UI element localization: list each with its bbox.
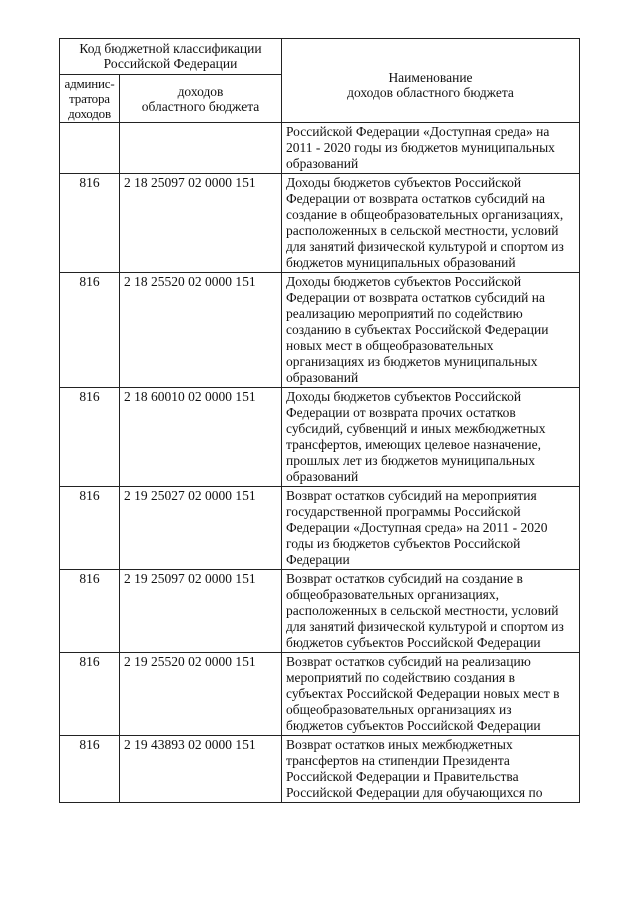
- header-admin-line-1: админис-: [64, 76, 115, 91]
- income-name-line: Российской Федерации «Доступная среда» на: [286, 124, 550, 139]
- table-row: [60, 653, 580, 736]
- income-name-line: трансфертов, имеющих целевое назначение,: [286, 437, 542, 452]
- header-name-line-1: Наименование: [388, 70, 473, 85]
- table-row: [60, 174, 580, 273]
- income-name-line: Федерации «Доступная среда» на 2011 - 2020: [286, 520, 548, 535]
- income-code-cell: 2 19 25027 02 0000 151: [120, 487, 282, 570]
- income-name-line: Российской Федерации для обучающихся по: [286, 785, 543, 800]
- income-name-line: Возврат остатков субсидий на мероприятия: [286, 488, 537, 503]
- administrator-code-cell: 816: [60, 388, 120, 487]
- income-name-line: созданию в субъектах Российской Федерации: [286, 322, 549, 337]
- header-income-line-2: областного бюджета: [141, 98, 260, 114]
- income-name-line: общеобразовательных организациях,: [286, 587, 500, 602]
- income-name-line: расположенных в сельской местности, условий: [286, 223, 559, 238]
- administrator-code-cell: 816: [60, 487, 120, 570]
- income-name-cell: [282, 174, 580, 273]
- income-name-line: Доходы бюджетов субъектов Российской: [286, 175, 522, 190]
- income-name-cell: [282, 273, 580, 388]
- income-code-cell: [120, 123, 282, 174]
- income-name-cell: [282, 123, 580, 174]
- header-code-line-1: Код бюджетной классификации: [79, 41, 262, 56]
- income-name-line: новых мест в общеобразовательных: [286, 338, 494, 353]
- header-admin-line-2: тратора: [69, 91, 110, 106]
- administrator-code-cell: 816: [60, 273, 120, 388]
- header-income-name: [282, 39, 580, 123]
- income-name-line: Возврат остатков субсидий на реализацию: [286, 654, 531, 669]
- income-code-cell: 2 19 25097 02 0000 151: [120, 570, 282, 653]
- header-name-line-2: доходов областного бюджета: [347, 85, 514, 100]
- income-name-line: государственной программы Российской: [286, 504, 521, 519]
- income-name-line: Федерации от возврата остатков субсидий на: [286, 290, 545, 305]
- income-name-line: Федерации от возврата прочих остатков: [286, 405, 516, 420]
- table-row: [60, 273, 580, 388]
- income-name-line: Возврат остатков субсидий на создание в: [286, 571, 523, 586]
- income-name-line: общеобразовательных организациях из: [286, 702, 512, 717]
- income-name-line: образований: [286, 469, 359, 484]
- income-name-line: создание в общеобразовательных организациях,: [286, 207, 564, 222]
- header-income-administrator: [60, 75, 120, 123]
- table-header: [60, 39, 580, 123]
- income-name-cell: [282, 570, 580, 653]
- header-regional-budget-income: [120, 75, 282, 123]
- income-name-line: для занятий физической культурой и спортом из: [286, 619, 564, 634]
- income-name-line: годы из бюджетов субъектов Российской: [286, 536, 521, 551]
- administrator-code-cell: 816: [60, 570, 120, 653]
- income-code-cell: 2 18 25520 02 0000 151: [120, 273, 282, 388]
- income-name-line: Доходы бюджетов субъектов Российской: [286, 274, 522, 289]
- table-row: [60, 487, 580, 570]
- income-name-line: расположенных в сельской местности, условий: [286, 603, 559, 618]
- income-name-cell: [282, 487, 580, 570]
- budget-income-table: [59, 38, 580, 803]
- income-name-line: бюджетов субъектов Российской Федерации: [286, 635, 541, 650]
- income-code-cell: 2 18 25097 02 0000 151: [120, 174, 282, 273]
- income-name-line: организациях из бюджетов муниципальных: [286, 354, 538, 369]
- income-name-cell: [282, 736, 580, 803]
- table-row: [60, 736, 580, 803]
- income-name-line: мероприятий по содействию создания в: [286, 670, 516, 685]
- income-name-line: Возврат остатков иных межбюджетных: [286, 737, 513, 752]
- income-code-cell: 2 19 43893 02 0000 151: [120, 736, 282, 803]
- income-name-line: бюджетов муниципальных образований: [286, 255, 516, 270]
- administrator-code-cell: 816: [60, 736, 120, 803]
- table-row: [60, 388, 580, 487]
- table-row: [60, 123, 580, 174]
- income-name-line: 2011 - 2020 годы из бюджетов муниципальных: [286, 140, 555, 155]
- income-name-line: трансфертов на стипендии Президента: [286, 753, 510, 768]
- header-income-line-1: доходов: [177, 83, 224, 99]
- income-name-line: образований: [286, 370, 359, 385]
- administrator-code-cell: 816: [60, 653, 120, 736]
- income-name-cell: [282, 653, 580, 736]
- income-name-line: субъектах Российской Федерации новых мест в: [286, 686, 560, 701]
- income-code-cell: 2 19 25520 02 0000 151: [120, 653, 282, 736]
- header-budget-classification-code: [60, 39, 282, 75]
- income-code-cell: 2 18 60010 02 0000 151: [120, 388, 282, 487]
- header-admin-line-3: доходов: [68, 106, 111, 121]
- administrator-code-cell: 816: [60, 174, 120, 273]
- administrator-code-cell: [60, 123, 120, 174]
- income-name-line: Доходы бюджетов субъектов Российской: [286, 389, 522, 404]
- income-name-line: субсидий, субвенций и иных межбюджетных: [286, 421, 546, 436]
- header-code-line-2: Российской Федерации: [103, 56, 238, 71]
- table-body: [60, 123, 580, 803]
- income-name-cell: [282, 388, 580, 487]
- table-row: [60, 570, 580, 653]
- income-name-line: бюджетов субъектов Российской Федерации: [286, 718, 541, 733]
- budget-classification-document: [59, 38, 579, 803]
- income-name-line: Федерации от возврата остатков субсидий на: [286, 191, 545, 206]
- income-name-line: прошлых лет из бюджетов муниципальных: [286, 453, 535, 468]
- income-name-line: реализацию мероприятий по содействию: [286, 306, 523, 321]
- income-name-line: для занятий физической культурой и спортом из: [286, 239, 564, 254]
- income-name-line: Федерации: [286, 552, 350, 567]
- income-name-line: Российской Федерации и Правительства: [286, 769, 519, 784]
- income-name-line: образований: [286, 156, 359, 171]
